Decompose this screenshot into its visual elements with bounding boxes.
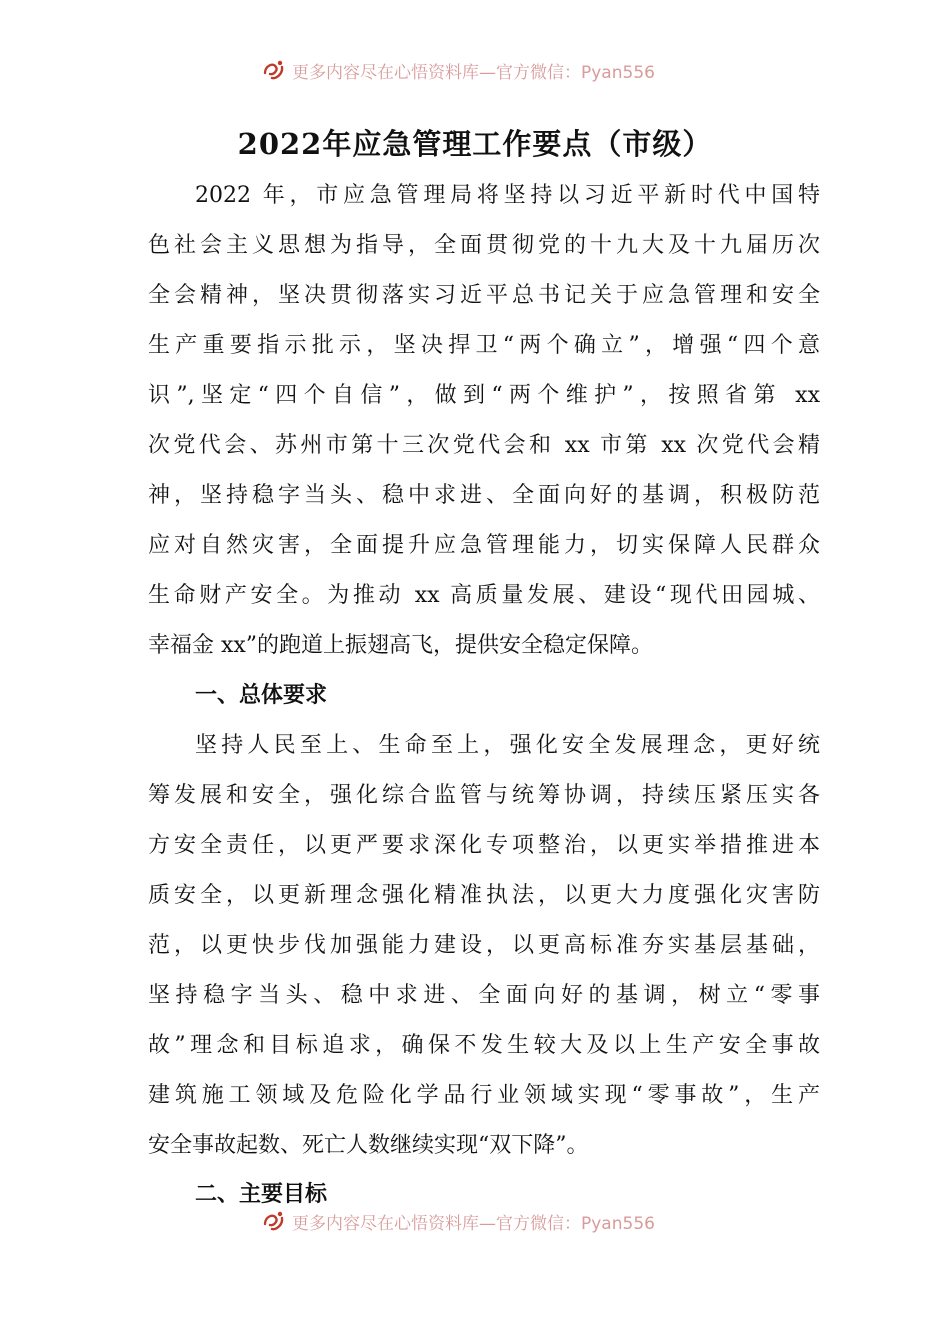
- paragraph-line: 坚持人民至上、生命至上，强化安全发展理念，更好统: [195, 733, 820, 758]
- watermark-logo-icon: [262, 58, 286, 82]
- paragraph-line: 安全事故起数、死亡人数继续实现“双下降”。: [148, 1133, 589, 1158]
- paragraph-line: 生产重要指示批示，坚决捍卫“两个确立”，增强“四个意: [148, 333, 820, 358]
- paragraph-line: 全会精神，坚决贯彻落实习近平总书记关于应急管理和安全: [148, 283, 820, 308]
- watermark-text: 更多内容尽在心悟资料库—官方微信：Pyan556: [292, 1213, 655, 1233]
- paragraph-line: 坚持稳字当头、稳中求进、全面向好的基调，树立“零事: [148, 983, 820, 1008]
- paragraph-line: 次党代会、苏州市第十三次党代会和 xx 市第 xx 次党代会精: [148, 433, 820, 458]
- watermark-bottom: [262, 1209, 655, 1233]
- paragraph-line: 神，坚持稳字当头、稳中求进、全面向好的基调，积极防范: [148, 483, 820, 508]
- paragraph-line: 幸福金 xx”的跑道上振翅高飞，提供安全稳定保障。: [148, 633, 654, 658]
- paragraph-line: 建筑施工领域及危险化学品行业领域实现“零事故”，生产: [148, 1083, 820, 1108]
- paragraph-line: 故”理念和目标追求，确保不发生较大及以上生产安全事故: [148, 1033, 820, 1058]
- paragraph-line: 识”,坚定“四个自信”，做到“两个维护”，按照省第 xx: [148, 383, 820, 408]
- paragraph-line: 筹发展和安全，强化综合监管与统筹协调，持续压紧压实各: [148, 783, 820, 808]
- paragraph-line: 范，以更快步伐加强能力建设，以更高标准夯实基层基础，: [148, 933, 820, 958]
- paragraph-line: 2022 年，市应急管理局将坚持以习近平新时代中国特: [195, 183, 820, 208]
- watermark-text: 更多内容尽在心悟资料库—官方微信：Pyan556: [292, 62, 655, 82]
- paragraph-line: 色社会主义思想为指导，全面贯彻党的十九大及十九届历次: [148, 233, 820, 258]
- paragraph-line: 质安全，以更新理念强化精准执法，以更大力度强化灾害防: [148, 883, 820, 908]
- paragraph-line: 方安全责任，以更严要求深化专项整治，以更实举措推进本: [148, 833, 820, 858]
- watermark-top: [262, 58, 655, 82]
- paragraph-line: 生命财产安全。为推动 xx 高质量发展、建设“现代田园城、: [148, 583, 820, 608]
- section-heading: 一、总体要求: [195, 683, 328, 708]
- section-heading: 二、主要目标: [195, 1182, 328, 1207]
- page-title: 2022年应急管理工作要点（市级）: [237, 127, 713, 161]
- paragraph-line: 应对自然灾害，全面提升应急管理能力，切实保障人民群众: [148, 533, 820, 558]
- watermark-logo-icon: [262, 1209, 286, 1233]
